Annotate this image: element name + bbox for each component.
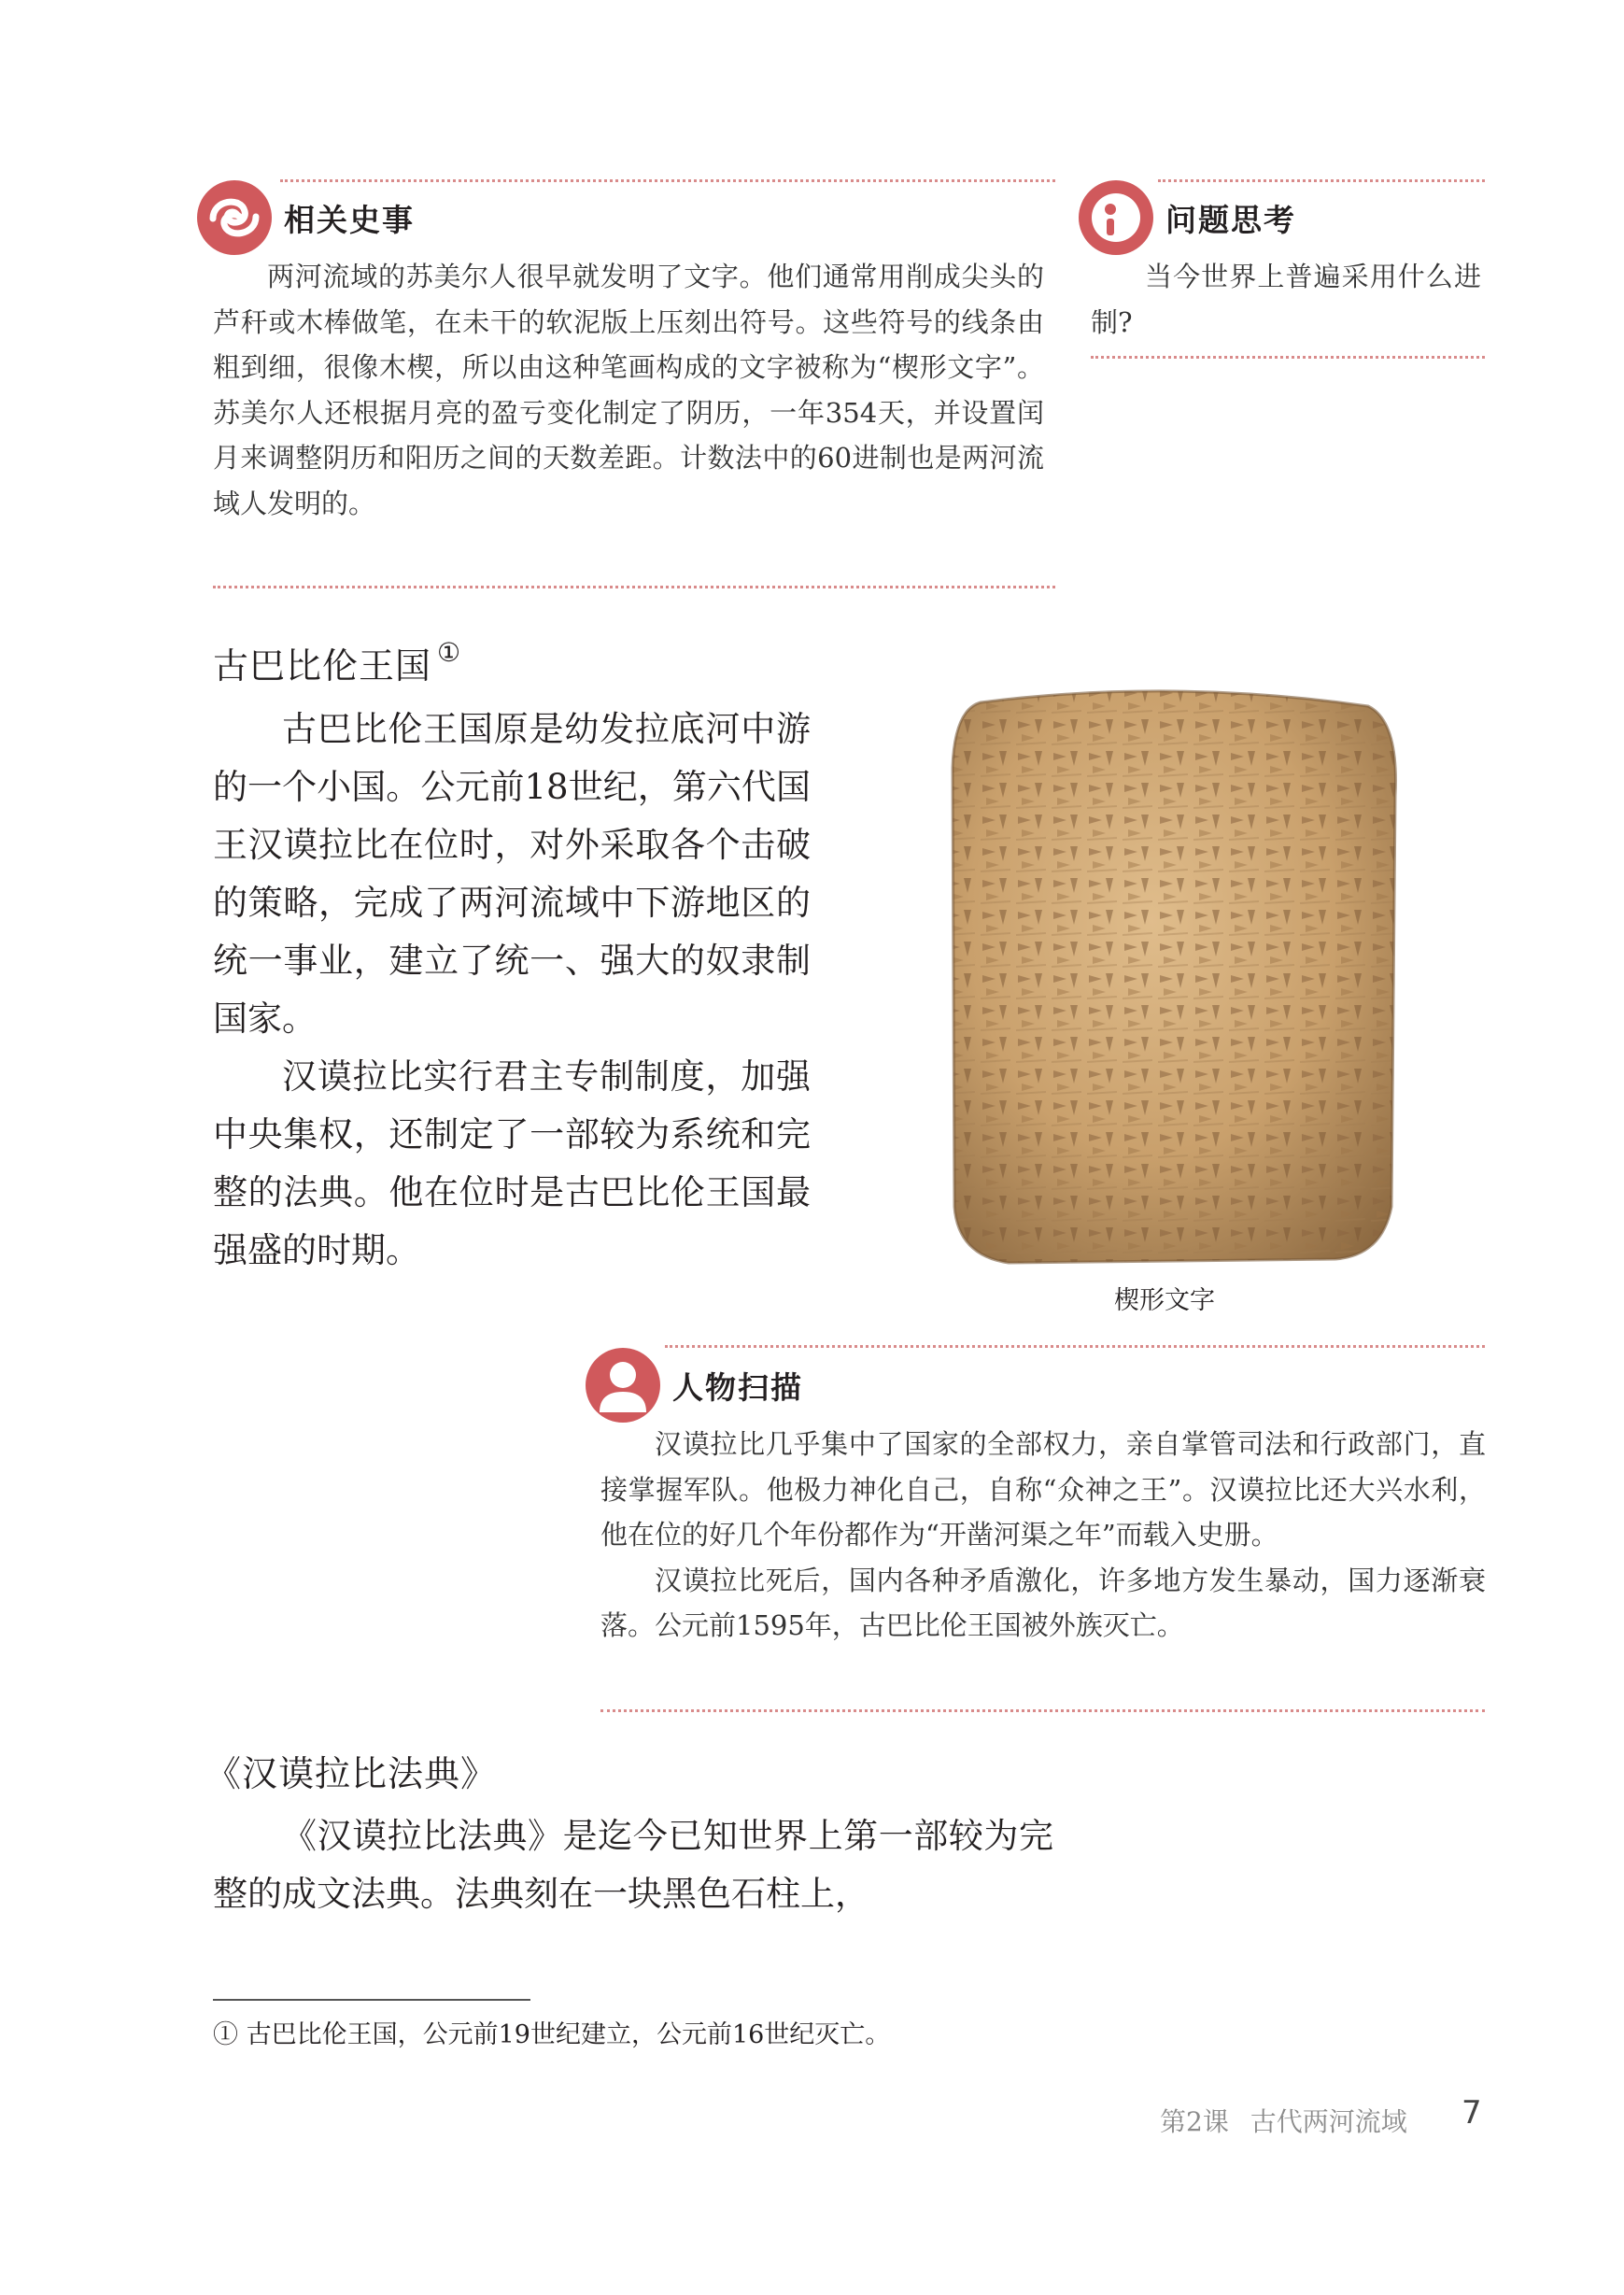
history-box-title: 相关史事 [284, 202, 415, 238]
section-heading-babylon [213, 637, 461, 688]
running-head-title: 古代两河流域 [1250, 2106, 1407, 2137]
section-heading-code: 《汉谟拉比法典》 [205, 1753, 498, 1794]
history-box-bottom-rule [213, 586, 1055, 588]
person-box-bottom-rule [600, 1709, 1485, 1712]
footnote-ref: ① [437, 637, 462, 668]
babylon-body [213, 701, 811, 1280]
footnote-rule [213, 1999, 530, 2001]
cuneiform-tablet-image [943, 684, 1401, 1274]
page-number: 7 [1462, 2094, 1482, 2132]
section-heading-babylon-text: 古巴比伦王国 [213, 645, 432, 687]
code-paragraph: 《汉谟拉比法典》是迄今已知世界上第一部较为完整的成文法典。法典刻在一块黑色石柱上， [213, 1816, 1053, 1914]
history-box-top-rule [280, 179, 1055, 182]
footnote: ① 古巴比伦王国，公元前19世纪建立，公元前16世纪灭亡。 [213, 2020, 891, 2049]
person-icon [583, 1345, 663, 1425]
running-head [1160, 2102, 1407, 2139]
person-box-title: 人物扫描 [672, 1369, 803, 1406]
babylon-paragraph-1: 古巴比伦王国原是幼发拉底河中游的一个小国。公元前18世纪，第六代国王汉谟拉比在位时，对外采取各个击破的策略，完成了两河流域中下游地区的统一事业，建立了统一、强大的奴隶制国家。 [213, 709, 811, 1039]
code-body [213, 1807, 1053, 1923]
person-box-text [600, 1422, 1486, 1649]
question-box-paragraph: 当今世界上普遍采用什么进制? [1091, 261, 1481, 338]
question-circle-icon [1076, 177, 1156, 258]
babylon-paragraph-2: 汉谟拉比实行君主专制制度，加强中央集权，还制定了一部较为系统和完整的法典。他在位时是古巴比伦王国最强盛的时期。 [213, 1056, 811, 1270]
swirl-icon [194, 177, 275, 258]
question-box-bottom-rule [1091, 356, 1485, 359]
question-box-title: 问题思考 [1165, 202, 1296, 238]
question-box-top-rule [1158, 179, 1485, 182]
history-box-paragraph: 两河流域的苏美尔人很早就发明了文字。他们通常用削成尖头的芦秆或木棒做笔，在未干的软泥版上压刻出符号。这些符号的线条由粗到细，很像木楔，所以由这种笔画构成的文字被称为“楔形文字”。苏美尔人还根据月亮的盈亏变化制定了阴历，一年354天，并设置闰月来调整阴历和阳历之间的天数差距。计数法中的60进制也是两河流域人发明的。 [213, 261, 1044, 519]
figure-caption: 楔形文字 [1114, 1286, 1215, 1315]
person-box-top-rule [665, 1345, 1485, 1348]
running-head-lesson: 第2课 [1160, 2106, 1229, 2137]
question-box-text [1091, 254, 1481, 345]
history-box-text [213, 254, 1044, 526]
person-paragraph-1: 汉谟拉比几乎集中了国家的全部权力，亲自掌管司法和行政部门，直接掌握军队。他极力神化自己，自称“众神之王”。汉谟拉比还大兴水利，他在位的好几个年份都作为“开凿河渠之年”而载入史册。 [600, 1428, 1486, 1551]
person-paragraph-2: 汉谟拉比死后，国内各种矛盾激化，许多地方发生暴动，国力逐渐衰落。公元前1595年，古巴比伦王国被外族灭亡。 [600, 1564, 1486, 1641]
